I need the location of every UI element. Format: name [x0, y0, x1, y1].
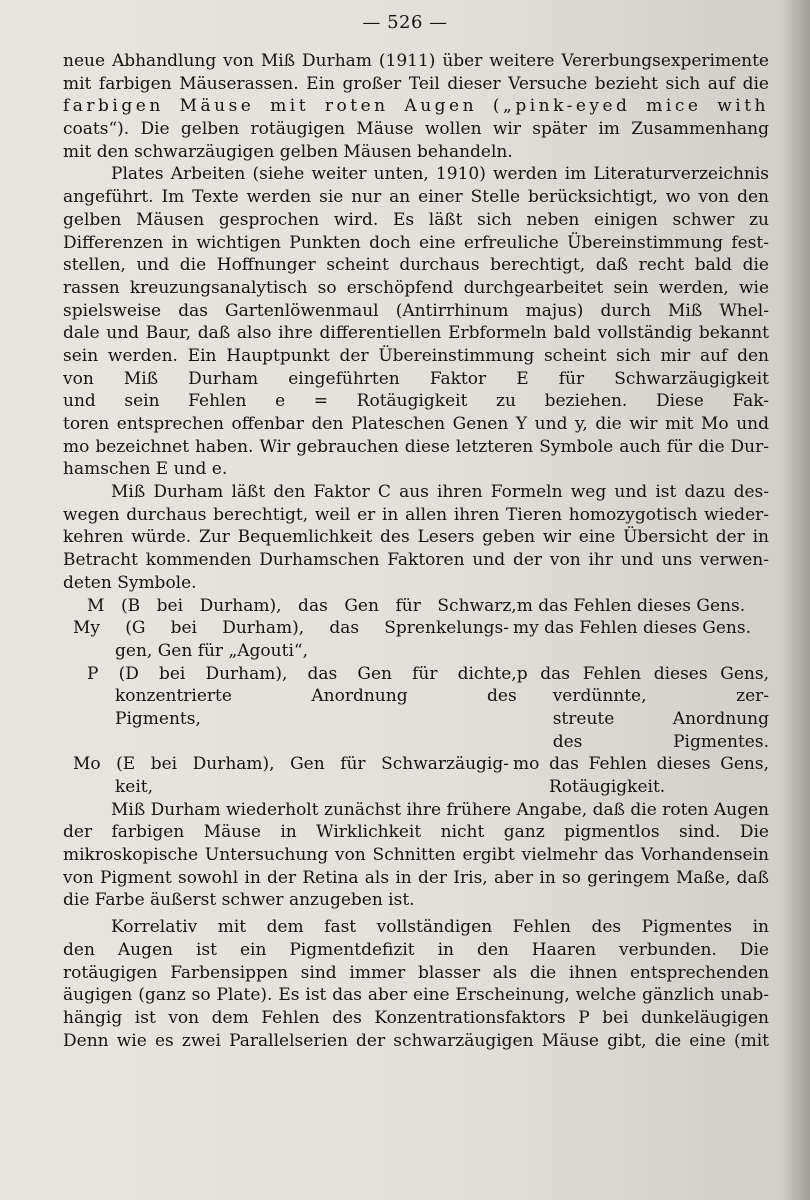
body-text: [63, 50, 769, 1052]
symbol-left-line: gen, Gen für „Agouti“,: [115, 640, 308, 661]
symbol-right-line: m das Fehlen dieses Gens.: [516, 595, 746, 616]
text-line: wegen durchaus berechtigt, weil er in allen ihren Tieren homozygotisch wieder-: [63, 504, 769, 525]
paragraph-3: [63, 481, 769, 594]
text-line: mo bezeichnet haben. Wir gebrauchen diese letzteren Symbole auch für die Dur-: [63, 436, 769, 457]
text-line: äugigen (ganz so Plate). Es ist das aber eine Erscheinung, welche gänzlich unab-: [63, 985, 769, 1006]
text-line: Differenzen in wichtigen Punkten doch eine erfreuliche Übereinstimmung fest-: [63, 232, 769, 253]
text-line: rotäugigen Farbensippen sind immer blasser als die ihnen entsprechenden: [63, 962, 769, 983]
text-line: und sein Fehlen e = Rotäugigkeit zu beziehen. Diese Fak-: [63, 391, 769, 412]
symbol-right-line: des Pigmentes.: [552, 731, 769, 752]
symbol-left-line: Mo (E bei Durham), Gen für Schwarzäugig-: [73, 754, 509, 775]
text-line: mit farbigen Mäuserassen. Ein großer Teil dieser Versuche bezieht sich auf die: [63, 73, 769, 94]
text-line: Miß Durham läßt den Faktor C aus ihren Formeln weg und ist dazu des-: [111, 482, 769, 503]
symbol-left-line: My (G bei Durham), das Sprenkelungs-: [73, 618, 509, 639]
text-line: Betracht kommenden Durhamschen Faktoren und der von ihr und uns verwen-: [63, 550, 769, 571]
symbol-row: [63, 595, 769, 618]
text-line: Plates Arbeiten (siehe weiter unten, 1910) werden im Literaturverzeichnis: [111, 164, 769, 185]
paragraph-1: [63, 50, 769, 163]
symbol-left-line: M (B bei Durham), das Gen für Schwarz,: [87, 595, 517, 616]
text-line: kehren würde. Zur Bequemlichkeit des Lesers geben wir eine Übersicht der in: [63, 527, 769, 548]
text-line: der farbigen Mäuse in Wirklichkeit nicht ganz pigmentlos sind. Die: [63, 822, 769, 843]
page-number: — 526 —: [362, 12, 448, 33]
symbol-right-line: streute Anordnung: [552, 708, 769, 729]
text-line: den Augen ist ein Pigmentdefizit in den Haaren verbunden. Die: [63, 939, 769, 960]
symbol-right-line: Rotäugigkeit.: [549, 777, 666, 797]
page-edge-shadow: [782, 0, 810, 1200]
symbol-right-line: mo das Fehlen dieses Gens,: [513, 754, 769, 775]
text-line: die Farbe äußerst schwer anzugeben ist.: [63, 890, 415, 911]
paragraph-4: [63, 799, 769, 912]
symbol-row: [63, 663, 769, 754]
text-line: spielsweise das Gartenlöwenmaul (Antirrhinum majus) durch Miß Whel-: [63, 300, 769, 321]
text-line: deten Symbole.: [63, 572, 197, 593]
text-line: Denn wie es zwei Parallelserien der schwarzäugigen Mäuse gibt, die eine (mit: [63, 1030, 769, 1051]
text-line: neue Abhandlung von Miß Durham (1911) über weitere Vererbungsexperimente: [63, 51, 769, 71]
text-line: coats“). Die gelben rotäugigen Mäuse wollen wir später im Zusammenhang: [63, 119, 769, 140]
symbol-table: [63, 595, 769, 799]
paragraph-5: [63, 916, 769, 1052]
text-line: toren entsprechen offenbar den Plateschen Genen Y und y, die wir mit Mo und: [63, 414, 769, 434]
text-line: gelben Mäusen gesprochen wird. Es läßt sich neben einigen schwer zu: [63, 209, 769, 230]
text-line: von Miß Durham eingeführten Faktor E für Schwarzäugigkeit: [63, 368, 769, 389]
text-line: von Pigment sowohl in der Retina als in der Iris, aber in so geringem Maße, daß: [63, 867, 769, 888]
symbol-left-line: Pigments,: [115, 708, 201, 729]
text-line: mit den schwarzäugigen gelben Mäusen behandeln.: [63, 141, 513, 162]
text-line: hamschen E und e.: [63, 459, 228, 480]
symbol-row: [63, 617, 769, 662]
text-line: farbigen Mäuse mit roten Augen („pink-eyed mice with: [63, 96, 769, 117]
text-line: hängig ist von dem Fehlen des Konzentrationsfaktors P bei dunkeläugigen: [63, 1007, 769, 1028]
text-line: Korrelativ mit dem fast vollständigen Fehlen des Pigmentes in: [111, 917, 769, 938]
symbol-left-line: P (D bei Durham), das Gen für dichte,: [87, 663, 517, 684]
text-line: mikroskopische Untersuchung von Schnitten ergibt vielmehr das Vorhandensein: [63, 845, 769, 866]
paragraph-2: [63, 163, 769, 481]
text-line: rassen kreuzungsanalytisch so erschöpfend durchgearbeitet sein werden, wie: [63, 277, 769, 298]
text-line: dale und Baur, daß also ihre differentiellen Erbformeln bald vollständig bekannt: [63, 323, 769, 344]
symbol-left-line: konzentrierte Anordnung des: [115, 686, 517, 707]
symbol-right-line: [513, 640, 769, 663]
text-line: angeführt. Im Texte werden sie nur an einer Stelle berücksichtigt, wo von den: [63, 187, 769, 208]
symbol-right-line: verdünnte, zer-: [552, 686, 769, 707]
text-line: sein werden. Ein Hauptpunkt der Übereinstimmung scheint sich mir auf den: [63, 345, 769, 366]
symbol-right-line: my das Fehlen dieses Gens.: [513, 618, 752, 639]
symbol-left-line: [87, 731, 517, 754]
symbol-right-line: p das Fehlen dieses Gens,: [516, 663, 769, 684]
text-line: Miß Durham wiederholt zunächst ihre frühere Angabe, daß die roten Augen: [111, 799, 769, 820]
symbol-row: [63, 753, 769, 798]
symbol-left-line: keit,: [115, 777, 154, 797]
text-line: stellen, und die Hoffnunger scheint durchaus berechtigt, daß recht bald die: [63, 255, 769, 276]
